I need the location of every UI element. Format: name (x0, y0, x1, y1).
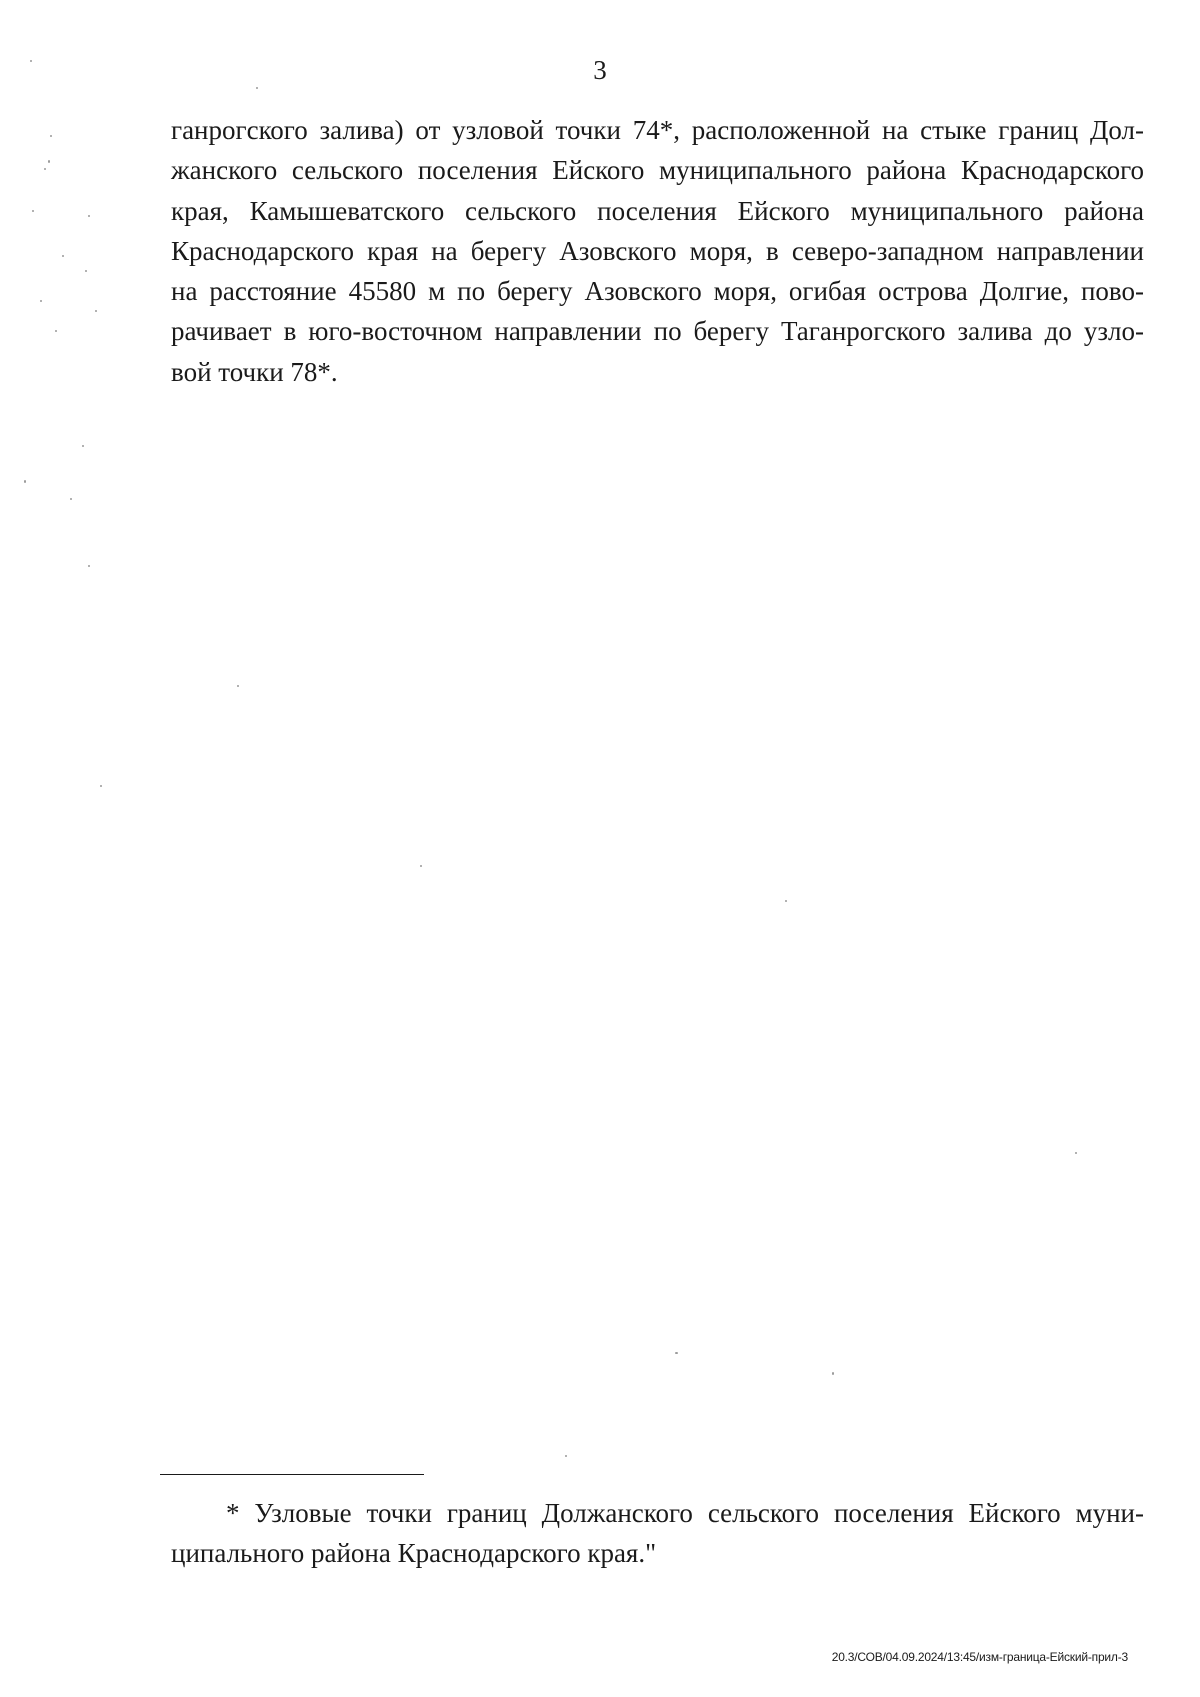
body-line: вой точки 78*. (171, 356, 338, 387)
scan-speck (82, 445, 84, 447)
body-line: рачивает в юго-восточном направлении по берегу Таганрогского залива до узло- (171, 316, 1144, 347)
page-number: 3 (593, 55, 607, 85)
scan-speck (30, 60, 32, 62)
footnote (171, 1493, 1144, 1573)
scan-speck (48, 160, 50, 163)
scan-speck (32, 210, 34, 212)
scan-speck (95, 310, 97, 312)
scan-speck (1075, 1152, 1077, 1154)
scan-speck (44, 168, 46, 170)
scan-speck (40, 300, 42, 302)
footnote-line: * Узловые точки границ Должанского сельского поселения Ейского муни- (226, 1498, 1144, 1528)
body-line: ганрогского залива) от узловой точки 74*, расположенной на стыке границ Дол- (171, 115, 1144, 145)
document-code: 20.3/СОВ/04.09.2024/13:45/изм-граница-Ейский-прил-3 (831, 1650, 1128, 1664)
body-line: края, Камышеватского сельского поселения Ейского муниципального района (171, 195, 1144, 226)
scan-speck (420, 865, 422, 867)
scan-speck (785, 900, 787, 902)
scan-speck (237, 685, 239, 687)
body-line: на расстояние 45580 м по берегу Азовского моря, огибая острова Долгие, пово- (171, 276, 1144, 307)
body-line: Краснодарского края на берегу Азовского моря, в северо-западном направлении (171, 235, 1144, 266)
scan-speck (100, 785, 102, 787)
body-line: жанского сельского поселения Ейского муниципального района Краснодарского (171, 155, 1144, 186)
body-paragraph (171, 110, 1144, 392)
scan-speck (256, 87, 258, 89)
scan-speck (88, 565, 90, 567)
scan-speck (55, 330, 57, 332)
scan-speck (88, 215, 90, 217)
scan-speck (832, 1372, 834, 1375)
scan-speck (85, 270, 87, 272)
footnote-separator (160, 1474, 424, 1475)
scan-speck (675, 1352, 678, 1354)
scan-speck (565, 1455, 567, 1457)
scan-speck (50, 135, 52, 137)
scan-speck (24, 480, 26, 483)
scan-speck (70, 498, 72, 500)
scan-speck (62, 255, 64, 257)
footnote-line: ципального района Краснодарского края." (171, 1538, 657, 1568)
